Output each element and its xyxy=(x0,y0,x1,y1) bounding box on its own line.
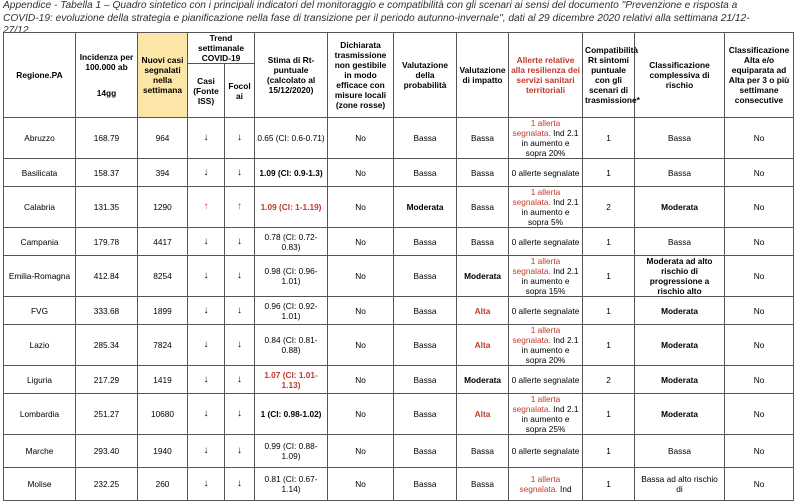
cell-rt: 0.99 (CI: 0.88-1.09) xyxy=(255,435,328,468)
cell-probabilita: Bassa xyxy=(394,435,457,468)
cell-trasmissione: No xyxy=(328,187,394,228)
table-row xyxy=(4,187,794,228)
table-row xyxy=(4,228,794,256)
cell-incidenza: 285.34 xyxy=(76,325,138,366)
cell-probabilita: Moderata xyxy=(394,187,457,228)
cell-allerte xyxy=(509,118,583,159)
cell-trend-focolai: ↓ xyxy=(225,118,255,159)
cell-trend-casi: ↓ xyxy=(188,366,225,394)
cell-classificazione: Moderata xyxy=(635,187,725,228)
cell-incidenza: 179.78 xyxy=(76,228,138,256)
cell-classificazione: Bassa ad alto rischio di xyxy=(635,468,725,501)
cell-compatibilita: 1 xyxy=(583,118,635,159)
cell-nuovi-casi: 1290 xyxy=(138,187,188,228)
header-rt: Stima di Rt-puntuale (calcolato al 15/12/2020) xyxy=(255,33,328,118)
table-row xyxy=(4,297,794,325)
cell-trend-casi: ↓ xyxy=(188,228,225,256)
cell-impatto: Moderata xyxy=(457,256,509,297)
cell-classificazione-alta: No xyxy=(725,468,794,501)
cell-nuovi-casi: 1940 xyxy=(138,435,188,468)
cell-nuovi-casi: 260 xyxy=(138,468,188,501)
cell-classificazione-alta: No xyxy=(725,228,794,256)
cell-trasmissione: No xyxy=(328,297,394,325)
cell-trend-focolai: ↓ xyxy=(225,228,255,256)
cell-classificazione-alta: No xyxy=(725,297,794,325)
cell-trend-focolai: ↓ xyxy=(225,468,255,501)
cell-rt: 0.78 (CI: 0.72-0.83) xyxy=(255,228,328,256)
cell-classificazione: Bassa xyxy=(635,118,725,159)
header-incidenza xyxy=(76,33,138,118)
allerte-text: 0 allerte segnalate xyxy=(511,446,580,456)
cell-rt: 1.09 (CI: 1-1.19) xyxy=(255,187,328,228)
cell-incidenza: 158.37 xyxy=(76,159,138,187)
cell-compatibilita: 1 xyxy=(583,394,635,435)
header-casi: Casi (Fonte ISS) xyxy=(188,64,225,118)
cell-regione: Molise xyxy=(4,468,76,501)
cell-compatibilita: 1 xyxy=(583,435,635,468)
allerte-red-text: 1 allerta segnalata. xyxy=(512,118,561,138)
cell-nuovi-casi: 1899 xyxy=(138,297,188,325)
allerte-red-text: 1 allerta segnalata. xyxy=(512,394,561,414)
cell-incidenza: 251.27 xyxy=(76,394,138,435)
cell-impatto: Alta xyxy=(457,297,509,325)
cell-classificazione-alta: No xyxy=(725,366,794,394)
header-trend: Trend settimanale COVID-19 xyxy=(188,33,255,64)
cell-trend-focolai: ↓ xyxy=(225,256,255,297)
cell-rt: 1.09 (CI: 0.9-1.3) xyxy=(255,159,328,187)
cell-classificazione: Moderata ad alto rischio di progressione a rischio alto xyxy=(635,256,725,297)
cell-classificazione: Moderata xyxy=(635,297,725,325)
allerte-text: 0 allerte segnalate xyxy=(511,374,580,385)
cell-nuovi-casi: 10680 xyxy=(138,394,188,435)
table-row xyxy=(4,325,794,366)
allerte-text: 0 allerte segnalate xyxy=(511,305,580,316)
cell-trend-focolai: ↑ xyxy=(225,187,255,228)
cell-trend-focolai: ↓ xyxy=(225,325,255,366)
allerte-red-text: 1 allerta segnalata. xyxy=(512,325,561,345)
cell-incidenza: 293.40 xyxy=(76,435,138,468)
cell-allerte xyxy=(509,394,583,435)
cell-trasmissione: No xyxy=(328,118,394,159)
allerte-text: Ind 2.1 in aumento e sopra 20% xyxy=(521,128,579,158)
cell-trend-focolai: ↓ xyxy=(225,435,255,468)
header-classificazione-alta: Classificazione Alta e/o equiparata ad Alta per 3 o più settimane consecutive xyxy=(725,33,794,118)
cell-classificazione-alta: No xyxy=(725,394,794,435)
cell-probabilita: Bassa xyxy=(394,256,457,297)
cell-regione: Calabria xyxy=(4,187,76,228)
cell-probabilita: Bassa xyxy=(394,325,457,366)
header-incidenza-bottom: 14gg xyxy=(96,88,117,98)
cell-nuovi-casi: 8254 xyxy=(138,256,188,297)
table-row xyxy=(4,394,794,435)
allerte-text: Ind 2.1 in aumento e sopra 25% xyxy=(521,404,579,434)
cell-compatibilita: 1 xyxy=(583,325,635,366)
allerte-text: 0 allerte segnalate xyxy=(511,236,580,247)
cell-incidenza: 217.29 xyxy=(76,366,138,394)
table-row xyxy=(4,435,794,468)
table-row xyxy=(4,366,794,394)
cell-regione: Abruzzo xyxy=(4,118,76,159)
cell-trend-focolai: ↓ xyxy=(225,394,255,435)
monitoring-table xyxy=(3,32,794,501)
cell-impatto: Bassa xyxy=(457,435,509,468)
cell-regione: Campania xyxy=(4,228,76,256)
cell-impatto: Bassa xyxy=(457,187,509,228)
cell-classificazione-alta: No xyxy=(725,256,794,297)
cell-nuovi-casi: 964 xyxy=(138,118,188,159)
allerte-text: Ind 2.1 in aumento e sopra 15% xyxy=(521,266,579,296)
cell-rt: 0.98 (CI: 0.96-1.01) xyxy=(255,256,328,297)
table-row xyxy=(4,118,794,159)
cell-rt: 0.84 (CI: 0.81-0.88) xyxy=(255,325,328,366)
cell-trend-casi: ↓ xyxy=(188,325,225,366)
cell-allerte xyxy=(509,187,583,228)
cell-trend-casi: ↓ xyxy=(188,256,225,297)
cell-nuovi-casi: 394 xyxy=(138,159,188,187)
table-row xyxy=(4,256,794,297)
cell-trend-casi: ↑ xyxy=(188,187,225,228)
cell-allerte xyxy=(509,228,583,256)
allerte-red-text: 1 allerta segnalata. xyxy=(512,256,561,276)
cell-incidenza: 131.35 xyxy=(76,187,138,228)
cell-probabilita: Bassa xyxy=(394,366,457,394)
cell-compatibilita: 1 xyxy=(583,468,635,501)
table-caption: Appendice - Tabella 1 – Quadro sintetico con i principali indicatori del monitoraggio e compatibilità con gli scenari ai sensi del documento "Prevenzione e risposta a COVID-19: evoluzione della strategia e pianificazione nella fase di transizione per il periodo autunno-invernale", dati al 29 dicembre 2020 relativi alla settimana 21/12-27/12 xyxy=(3,0,750,36)
table-row xyxy=(4,159,794,187)
cell-impatto: Moderata xyxy=(457,366,509,394)
cell-trend-casi: ↓ xyxy=(188,435,225,468)
cell-nuovi-casi: 1419 xyxy=(138,366,188,394)
cell-allerte xyxy=(509,159,583,187)
allerte-red-text: 1 allerta segnalata. xyxy=(519,474,561,494)
cell-probabilita: Bassa xyxy=(394,394,457,435)
cell-trend-casi: ↓ xyxy=(188,297,225,325)
header-probabilita: Valutazione della probabilità xyxy=(394,33,457,118)
cell-probabilita: Bassa xyxy=(394,159,457,187)
cell-rt: 1 (CI: 0.98-1.02) xyxy=(255,394,328,435)
cell-regione: Lazio xyxy=(4,325,76,366)
header-regione: Regione.PA xyxy=(4,33,76,118)
cell-regione: Emilia-Romagna xyxy=(4,256,76,297)
cell-regione: Marche xyxy=(4,435,76,468)
cell-allerte xyxy=(509,366,583,394)
cell-classificazione-alta: No xyxy=(725,118,794,159)
cell-trasmissione: No xyxy=(328,394,394,435)
cell-probabilita: Bassa xyxy=(394,118,457,159)
cell-classificazione: Moderata xyxy=(635,366,725,394)
cell-classificazione-alta: No xyxy=(725,187,794,228)
table-row xyxy=(4,468,794,501)
header-trasmissione: Dichiarata trasmissione non gestibile in modo efficace con misure locali (zone rosse) xyxy=(328,33,394,118)
cell-compatibilita: 1 xyxy=(583,228,635,256)
cell-trasmissione: No xyxy=(328,435,394,468)
cell-trasmissione: No xyxy=(328,256,394,297)
cell-classificazione: Bassa xyxy=(635,159,725,187)
cell-classificazione: Bassa xyxy=(635,435,725,468)
cell-probabilita: Bassa xyxy=(394,468,457,501)
cell-trasmissione: No xyxy=(328,228,394,256)
cell-regione: Basilicata xyxy=(4,159,76,187)
cell-regione: Lombardia xyxy=(4,394,76,435)
allerte-red-text: 1 allerta segnalata. xyxy=(512,187,561,207)
cell-impatto: Alta xyxy=(457,394,509,435)
cell-impatto: Bassa xyxy=(457,468,509,501)
cell-impatto: Alta xyxy=(457,325,509,366)
cell-incidenza: 412.84 xyxy=(76,256,138,297)
cell-incidenza: 232.25 xyxy=(76,468,138,501)
cell-impatto: Bassa xyxy=(457,228,509,256)
cell-impatto: Bassa xyxy=(457,159,509,187)
cell-trend-casi: ↓ xyxy=(188,118,225,159)
header-classificazione: Classificazione complessiva di rischio xyxy=(635,33,725,118)
header-incidenza-top: Incidenza per 100.000 ab xyxy=(79,52,134,72)
cell-classificazione-alta: No xyxy=(725,435,794,468)
cell-allerte xyxy=(509,297,583,325)
cell-compatibilita: 1 xyxy=(583,256,635,297)
cell-compatibilita: 2 xyxy=(583,187,635,228)
cell-rt: 0.81 (CI: 0.67-1.14) xyxy=(255,468,328,501)
table-body xyxy=(4,118,794,501)
cell-trasmissione: No xyxy=(328,468,394,501)
cell-trasmissione: No xyxy=(328,325,394,366)
cell-nuovi-casi: 7824 xyxy=(138,325,188,366)
cell-trasmissione: No xyxy=(328,159,394,187)
cell-trend-focolai: ↓ xyxy=(225,366,255,394)
cell-trend-focolai: ↓ xyxy=(225,297,255,325)
cell-compatibilita: 2 xyxy=(583,366,635,394)
cell-compatibilita: 1 xyxy=(583,159,635,187)
cell-trend-focolai: ↓ xyxy=(225,159,255,187)
cell-classificazione: Moderata xyxy=(635,394,725,435)
header-nuovi-casi: Nuovi casi segnalati nella settimana xyxy=(138,33,188,118)
cell-allerte xyxy=(509,468,583,501)
cell-trend-casi: ↓ xyxy=(188,159,225,187)
cell-rt: 0.65 (CI: 0.6-0.71) xyxy=(255,118,328,159)
cell-trend-casi: ↓ xyxy=(188,468,225,501)
cell-compatibilita: 1 xyxy=(583,297,635,325)
allerte-text: 0 allerte segnalate xyxy=(511,167,580,178)
cell-classificazione-alta: No xyxy=(725,325,794,366)
header-compatibilita: Compatibilità Rt sintomi puntuale con gli scenari di trasmissione* xyxy=(583,33,635,118)
cell-probabilita: Bassa xyxy=(394,297,457,325)
cell-incidenza: 333.68 xyxy=(76,297,138,325)
header-focolai: Focol ai xyxy=(225,64,255,118)
cell-regione: Liguria xyxy=(4,366,76,394)
header-allerte: Allerte relative alla resilienza dei servizi sanitari territoriali xyxy=(509,33,583,118)
cell-regione: FVG xyxy=(4,297,76,325)
header-impatto: Valutazione di impatto xyxy=(457,33,509,118)
cell-rt: 1.07 (CI: 1.01-1.13) xyxy=(255,366,328,394)
cell-rt: 0.96 (CI: 0.92-1.01) xyxy=(255,297,328,325)
cell-nuovi-casi: 4417 xyxy=(138,228,188,256)
cell-classificazione-alta: No xyxy=(725,159,794,187)
cell-allerte xyxy=(509,325,583,366)
cell-impatto: Bassa xyxy=(457,118,509,159)
cell-trasmissione: No xyxy=(328,366,394,394)
cell-classificazione: Moderata xyxy=(635,325,725,366)
cell-probabilita: Bassa xyxy=(394,228,457,256)
allerte-text: Ind 2.1 in aumento e sopra 5% xyxy=(521,197,579,227)
cell-trend-casi: ↓ xyxy=(188,394,225,435)
cell-allerte xyxy=(509,435,583,468)
cell-incidenza: 168.79 xyxy=(76,118,138,159)
allerte-text: Ind 2.1 in aumento e sopra 20% xyxy=(521,335,579,365)
allerte-text: Ind xyxy=(557,484,572,494)
cell-classificazione: Bassa xyxy=(635,228,725,256)
cell-allerte xyxy=(509,256,583,297)
